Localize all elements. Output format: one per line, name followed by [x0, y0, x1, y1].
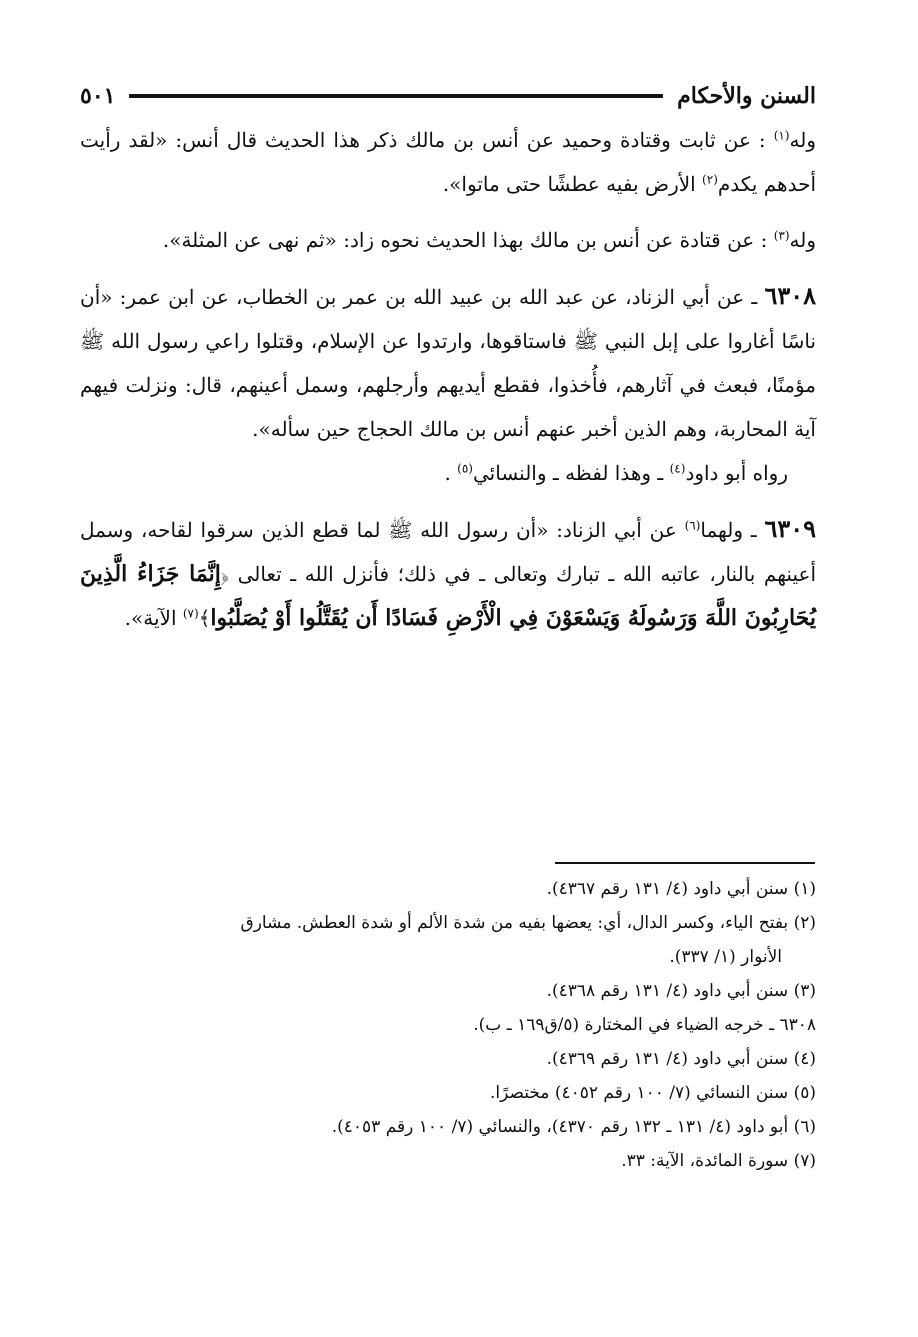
running-title: السنن والأحكام — [677, 83, 816, 109]
narration-note — [80, 451, 816, 495]
footnote-ref[interactable]: (٤) — [669, 461, 686, 476]
footnote-ref[interactable]: (٧) — [182, 606, 199, 621]
para-text: الآية». — [124, 606, 183, 630]
para-text: ـ وهذا لفظه ـ والنسائي — [472, 461, 670, 485]
para-lead: وله — [789, 128, 816, 152]
para-text: ـ ولهما — [700, 518, 765, 542]
footnote-6: (٦) أبو داود (٤/ ١٣١ ـ ١٣٢ رقم ٤٣٧٠)، والنسائي (٧/ ١٠٠ رقم ٤٠٥٣). — [331, 1117, 816, 1137]
footnote-7: (٧) سورة المائدة، الآية: ٣٣. — [621, 1151, 816, 1171]
hadith-number: ٦٣٠٨ — [764, 281, 816, 310]
footnote-3: (٣) سنن أبي داود (٤/ ١٣١ رقم ٤٣٦٨). — [546, 981, 816, 1001]
footnote-2: (٢) بفتح الياء، وكسر الدال، أي: يعضها بفيه من شدة الألم أو شدة العطش. مشارق — [240, 913, 816, 933]
footnote-2-continued: الأنوار (١/ ٣٣٧). — [669, 947, 782, 967]
footnote-ref[interactable]: (٥) — [457, 461, 473, 476]
quran-verse: إِنَّمَا جَزَاءُ الَّذِينَ يُحَارِبُونَ اللَّهَ وَرَسُولَهُ وَيَسْعَوْنَ فِي الْأَرْضِ فَسَادًا أَن يُقَتَّلُوا أَوْ يُصَلَّبُوا — [80, 561, 816, 631]
footnotes — [80, 872, 816, 1178]
footnote-ref[interactable]: (٢) — [702, 172, 718, 187]
para-text: الأرض بفيه عطشًا حتى ماتوا». — [442, 172, 703, 196]
footnote-6308: ٦٣٠٨ ـ خرجه الضياء في المختارة (٥/ق١٦٩ ـ ب). — [473, 1015, 816, 1035]
footnote-4: (٤) سنن أبي داود (٤/ ١٣١ رقم ٤٣٦٩). — [546, 1049, 816, 1069]
footnote-5: (٥) سنن النسائي (٧/ ١٠٠ رقم ٤٠٥٢) مختصرًا. — [489, 1083, 816, 1103]
footnote-ref[interactable]: (١) — [773, 128, 790, 143]
para-text: رواه أبو داود — [685, 461, 788, 485]
paragraph-2 — [80, 218, 816, 262]
footnote-1: (١) سنن أبي داود (٤/ ١٣١ رقم ٤٣٦٧). — [546, 879, 816, 899]
para-text: : عن ثابت وقتادة وحميد عن أنس بن مالك ذكر هذا الحديث قال أنس: «لقد رأيت أحدهم يكدم — [80, 128, 816, 196]
hadith-6308 — [80, 274, 816, 451]
header-rule — [129, 94, 663, 98]
para-text: ـ عن أبي الزناد، عن عبد الله بن عبيد الله بن عمر بن الخطاب، عن ابن عمر: «أن ناسًا أغاروا على إبل النبي ﷺ فاستاقوها، وارتدوا عن الإسلام، وقتلوا راعي رسول الله ﷺ مؤمنًا، فبعث في آثارهم، فأُخذوا، فقطع أيديهم وأرجلهم، وسمل أعينهم، قال: ونزلت فيهم آية المحاربة، وهم الذين أخبر عنهم أنس بن مالك الحجاج حين سأله». — [80, 285, 816, 441]
footnote-ref[interactable]: (٣) — [773, 228, 790, 243]
page-number: ٥٠١ — [80, 83, 116, 109]
page-header — [80, 76, 816, 116]
para-text: : عن قتادة عن أنس بن مالك بهذا الحديث نحوه زاد: «ثم نهى عن المثلة». — [162, 228, 774, 252]
para-lead: وله — [789, 228, 816, 252]
main-text — [80, 118, 816, 640]
footnote-ref[interactable]: (٦) — [684, 518, 701, 533]
para-text: . — [444, 461, 458, 485]
para-text: عن أبي الزناد: «أن رسول الله ﷺ لما قطع الذين سرقوا لقاحه، وسمل أعينهم بالنار، عاتبه الله ـ تبارك وتعالى ـ في ذلك؛ فأنزل الله ـ تعالى ﴿ — [80, 518, 816, 586]
hadith-6309 — [80, 507, 816, 640]
para-text: ﴾ — [198, 606, 211, 630]
hadith-number: ٦٣٠٩ — [764, 514, 817, 543]
paragraph-1 — [80, 118, 816, 206]
footnote-separator — [555, 862, 815, 864]
